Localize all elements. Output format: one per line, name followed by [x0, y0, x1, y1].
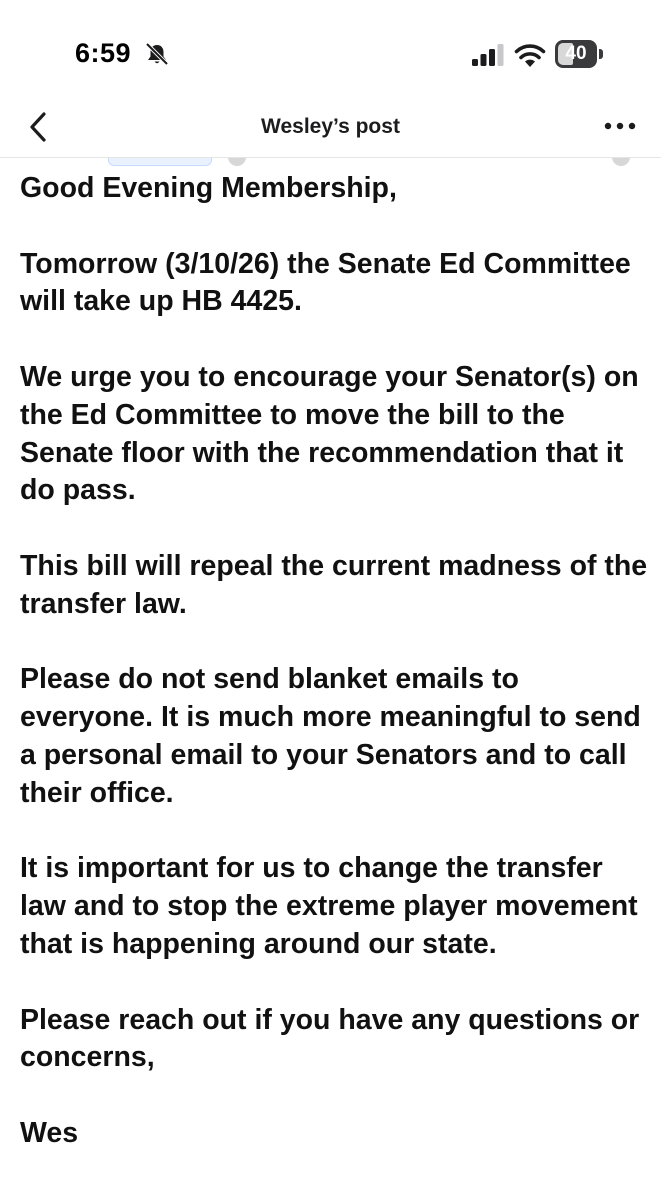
post-paragraph: We urge you to encourage your Senator(s) on the Ed Committee to move the bill to the Senate floor with the recommendation that it do pass.	[20, 360, 639, 507]
wifi-icon	[514, 41, 546, 67]
ellipsis-icon[interactable]	[600, 114, 640, 138]
cellular-signal-icon	[471, 44, 505, 66]
post-paragraph: Tomorrow (3/10/26) the Senate Ed Committee will take up HB 4425.	[20, 247, 631, 318]
post-signature: Wes	[20, 1116, 79, 1149]
avatar	[228, 158, 246, 166]
post-paragraph: This bill will repeal the current madness of the transfer law.	[20, 549, 648, 620]
post-paragraph: It is important for us to change the transfer law and to stop the extreme player movement that is happening around our state.	[20, 852, 638, 960]
status-bar	[0, 0, 661, 100]
post-header	[0, 100, 661, 158]
post-paragraph: Please reach out if you have any questions or concerns,	[20, 1003, 640, 1074]
battery-level: 40	[565, 43, 587, 64]
post-body	[20, 170, 650, 1153]
status-time: 6:59	[75, 38, 132, 68]
post-paragraph: Good Evening Membership,	[20, 172, 397, 204]
page-title: Wesley’s post	[261, 115, 400, 138]
author-badge	[108, 158, 212, 166]
author-row-partial	[0, 158, 661, 168]
battery-icon	[555, 40, 603, 68]
post-paragraph: Please do not send blanket emails to everyone. It is much more meaningful to send a personal email to your Senators and to call their office.	[20, 663, 641, 809]
bell-slash-icon	[144, 42, 170, 66]
status-dot	[612, 158, 630, 166]
battery-cap	[599, 49, 603, 59]
